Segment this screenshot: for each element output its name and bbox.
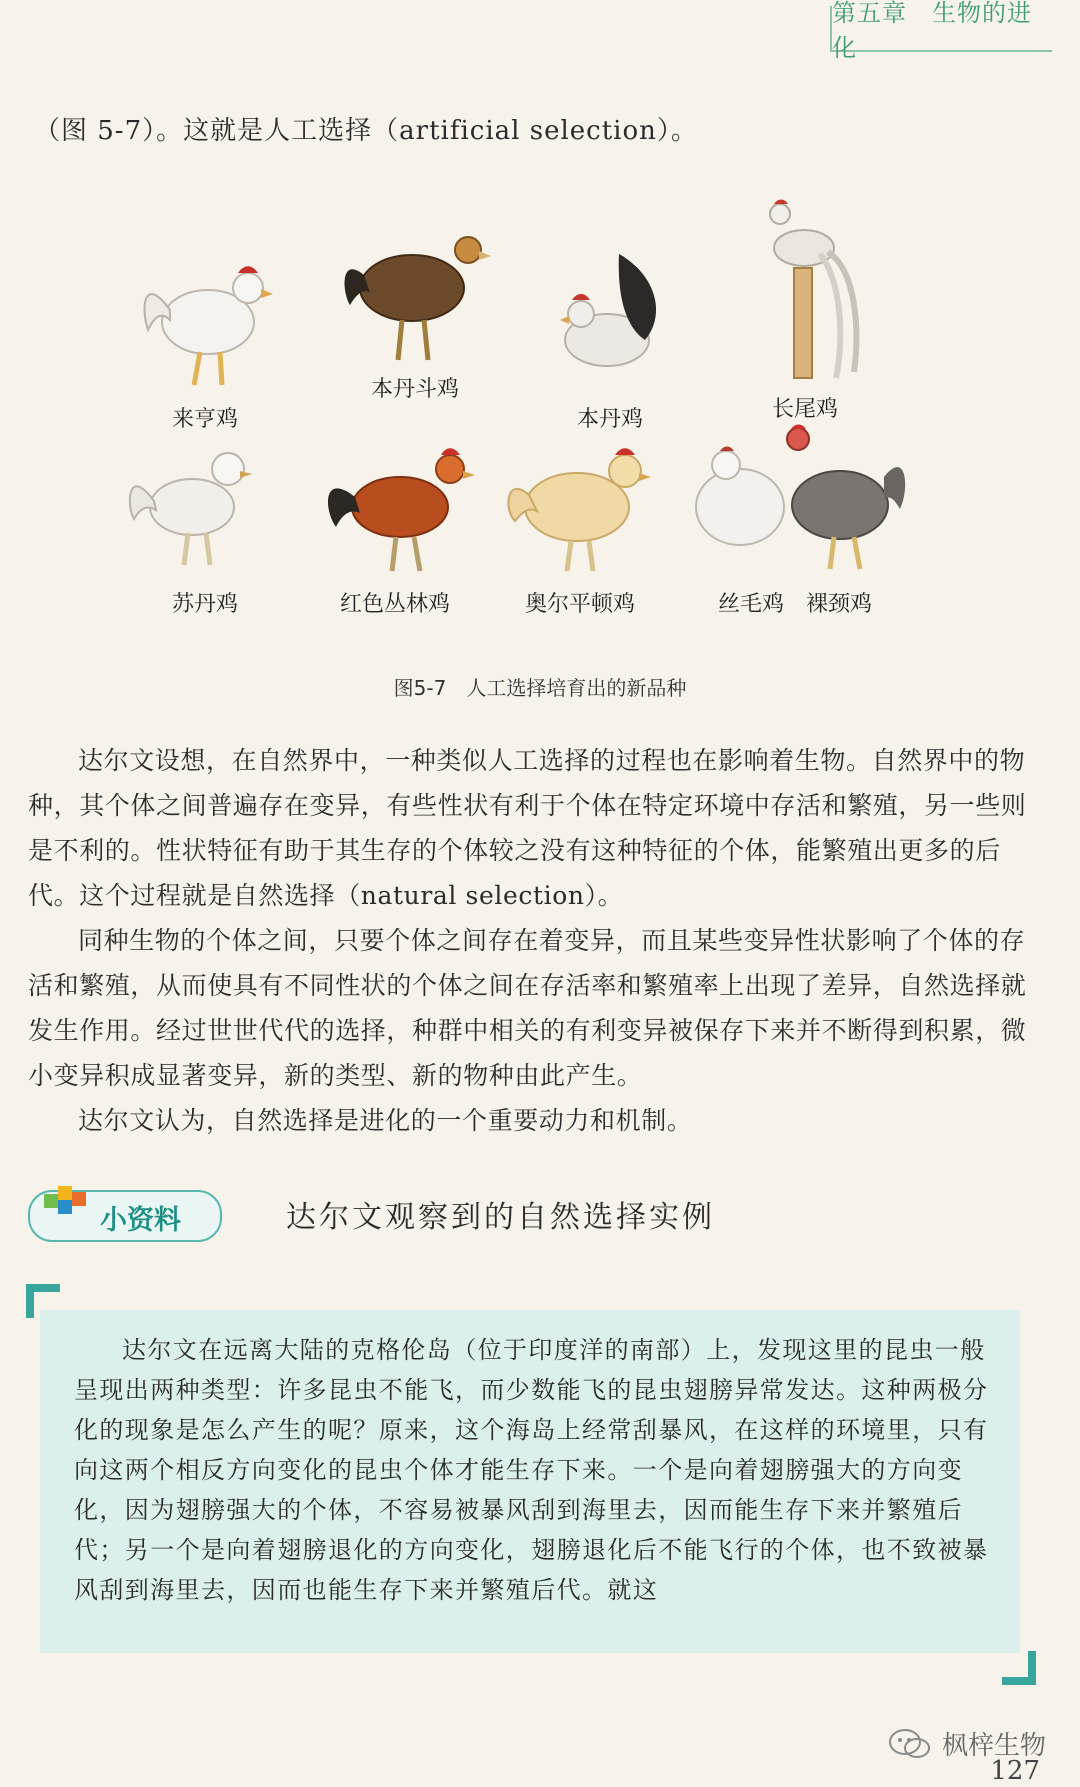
leghorn-illustration [110, 230, 300, 400]
info-badge [28, 1190, 222, 1242]
breed-fighting-cock [320, 200, 510, 403]
breed-leghorn [110, 230, 300, 433]
figure-breeds [110, 190, 970, 710]
puzzle-icon [42, 1180, 90, 1228]
sultan-illustration [110, 415, 300, 585]
badge-label: 小资料 [100, 1205, 181, 1236]
red-junglefowl-illustration [300, 415, 490, 585]
page-number: 127 [990, 1756, 1040, 1786]
orpington-illustration [485, 415, 675, 585]
breed-label: 来亨鸡 [171, 407, 238, 432]
breed-label: 苏丹鸡 [171, 592, 238, 617]
breed-orpington [485, 415, 675, 618]
breed-label: 丝毛鸡 裸颈鸡 [717, 592, 872, 617]
breed-label: 奥尔平顿鸡 [524, 592, 635, 617]
paragraph: 同种生物的个体之间，只要个体之间存在着变异，而且某些变异性状影响了个体的存活和繁殖，从而使具有不同性状的个体之间在存活率和繁殖率上出现了差异，自然选择就发生作用。经过世世代代的选择，种群中相关的有利变异被保存下来并不断得到积累，微小变异积成显著变异，新的类型、新的物种由此产生。 [28, 926, 1027, 1090]
paragraph: 达尔文认为，自然选择是进化的一个重要动力和机制。 [78, 1106, 693, 1135]
breed-label: 本丹鸡 [576, 407, 643, 432]
main-text [28, 738, 1048, 1143]
silkie-nakedneck-illustration [670, 405, 920, 585]
figure-caption: 图5-7 人工选择培育出的新品种 [393, 676, 687, 700]
info-box [40, 1310, 1020, 1653]
paragraph: 达尔文设想，在自然界中，一种类似人工选择的过程也在影响着生物。自然界中的物种，其个体之间普遍存在变异，有些性状有利于个体在特定环境中存活和繁殖，另一些则是不利的。性状特征有助于其生存的个体较之没有这种特征的个体，能繁殖出更多的后代。这个过程就是自然选择（natural selection）。 [28, 746, 1027, 910]
breed-label: 本丹斗鸡 [370, 377, 459, 402]
corner-mark-bottom-right [1002, 1651, 1036, 1685]
info-paragraph: 达尔文在远离大陆的克格伦岛（位于印度洋的南部）上，发现这里的昆虫一般呈现出两种类型：许多昆虫不能飞，而少数能飞的昆虫翅膀异常发达。这种两极分化的现象是怎么产生的呢？原来，这个海岛上经常刮暴风，在这样的环境里，只有向这两个相反方向变化的昆虫个体才能生存下来。一个是向着翅膀强大的方向变化，因为翅膀强大的个体，不容易被暴风刮到海里去，因而能生存下来并繁殖后代；另一个是向着翅膀退化的方向变化，翅膀退化后不能飞行的个体，也不致被暴风刮到海里去，因而也能生存下来并繁殖后代。就这 [74, 1336, 989, 1604]
info-header [28, 1190, 1048, 1246]
breed-sultan [110, 415, 300, 618]
fighting-cock-illustration [320, 200, 510, 370]
wechat-icon [888, 1727, 932, 1761]
breed-silkie-nakedneck [670, 405, 920, 618]
chapter-heading: 第五章 生物的进化 [830, 6, 1052, 52]
breed-label: 红色丛林鸡 [339, 592, 450, 617]
watermark-text: 枫梓生物 [941, 1731, 1046, 1761]
bantam-illustration [515, 230, 705, 400]
intro-line: （图 5-7）。这就是人工选择（artificial selection）。 [34, 116, 698, 146]
long-tail-illustration [710, 190, 900, 390]
breed-long-tail [710, 190, 900, 423]
breed-label: 长尾鸡 [771, 397, 838, 422]
breed-red-junglefowl [300, 415, 490, 618]
breed-bantam [515, 230, 705, 433]
info-title: 达尔文观察到的自然选择实例 [286, 1200, 715, 1235]
